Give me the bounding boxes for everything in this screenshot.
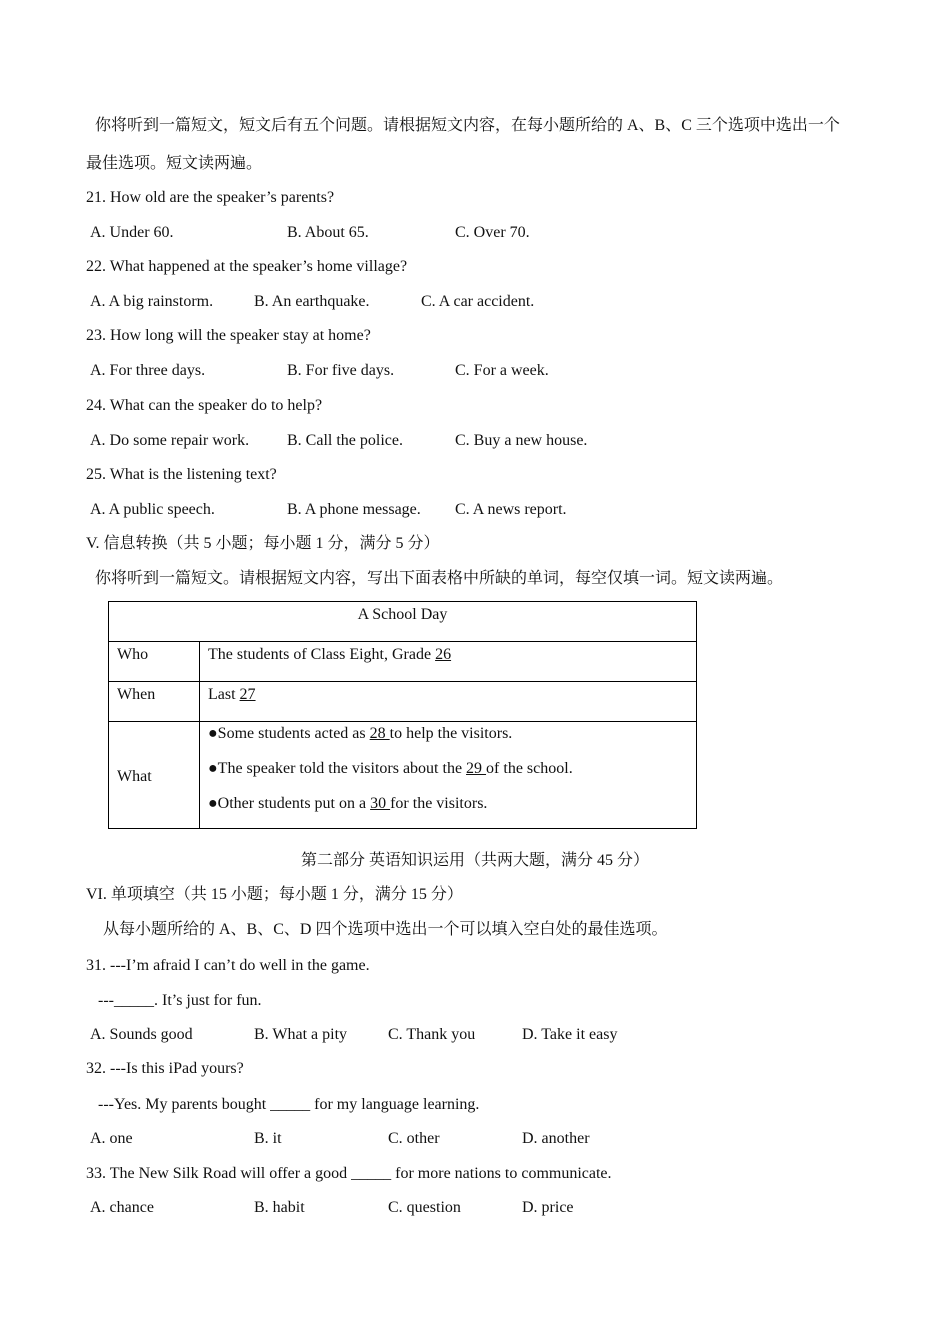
q33-option-a: A. chance [90,1199,154,1216]
blank-26: 26 [435,646,452,663]
q25-option-b: B. A phone message. [287,501,421,518]
section-6-title: VI. 单项填空（共 15 小题；每小题 1 分，满分 15 分） [86,886,463,903]
listening-instruction-line1: 你将听到一篇短文，短文后有五个问题。请根据短文内容，在每小题所给的 A、B、C 三个选项中选出一个 [95,117,840,134]
q33-option-d: D. price [522,1199,574,1216]
what-line-3 [208,794,688,822]
q33-option-c: C. question [388,1199,461,1216]
section-5-title: V. 信息转换（共 5 小题；每小题 1 分，满分 5 分） [86,535,440,552]
question-33: 33. The New Silk Road will offer a good _____ for more nations to communicate. [86,1165,612,1182]
question-32: 32. ---Is this iPad yours? [86,1060,244,1077]
who-text: The students of Class Eight, Grade [208,646,436,663]
q31-option-b: B. What a pity [254,1026,348,1043]
what-value [200,722,697,829]
q32-option-c: C. other [388,1130,440,1147]
q24-option-c: C. Buy a new house. [455,432,588,449]
what-line-1 [208,724,688,759]
section-5-instruction: 你将听到一篇短文。请根据短文内容，写出下面表格中所缺的单词，每空仅填一词。短文读两遍。 [95,570,784,587]
q31-option-d: D. Take it easy [522,1026,618,1043]
q25-option-a: A. A public speech. [90,501,215,518]
q23-option-c: C. For a week. [455,362,549,379]
q21-option-c: C. Over 70. [455,224,530,241]
q25-option-c: C. A news report. [455,501,567,518]
question-22: 22. What happened at the speaker’s home village? [86,258,408,275]
q31-option-a: A. Sounds good [90,1026,193,1043]
q32-option-d: D. another [522,1130,590,1147]
when-label: When [109,682,200,722]
question-24: 24. What can the speaker do to help? [86,397,323,414]
question-32-response: ---Yes. My parents bought _____ for my language learning. [98,1096,480,1113]
q33-option-b: B. habit [254,1199,305,1216]
blank-30: 30 [370,795,391,812]
listening-instruction-line2: 最佳选项。短文读两遍。 [86,155,263,172]
q21-option-b: B. About 65. [287,224,369,241]
q32-option-b: B. it [254,1130,282,1147]
blank-27: 27 [239,686,256,703]
question-31: 31. ---I’m afraid I can’t do well in the game. [86,957,370,974]
what-line-3-pre: ●Other students put on a [208,795,371,812]
question-31-response: ---_____. It’s just for fun. [98,992,262,1009]
what-line-2-pre: ●The speaker told the visitors about the [208,760,467,777]
blank-28: 28 [369,725,390,742]
question-23: 23. How long will the speaker stay at home? [86,327,371,344]
what-line-3-post: for the visitors. [390,795,488,812]
blank-29: 29 [466,760,487,777]
section-6-instruction: 从每小题所给的 A、B、C、D 四个选项中选出一个可以填入空白处的最佳选项。 [103,921,668,938]
what-line-1-pre: ●Some students acted as [208,725,370,742]
who-label: Who [109,642,200,682]
question-25: 25. What is the listening text? [86,466,277,483]
what-line-1-post: to help the visitors. [389,725,513,742]
info-table [108,601,697,829]
when-text: Last [208,686,240,703]
q21-option-a: A. Under 60. [90,224,174,241]
what-line-2 [208,759,688,794]
question-21: 21. How old are the speaker’s parents? [86,189,335,206]
q23-option-b: B. For five days. [287,362,395,379]
when-value [200,682,697,722]
q23-option-a: A. For three days. [90,362,206,379]
q32-option-a: A. one [90,1130,133,1147]
table-header: A School Day [109,602,697,642]
part-2-title: 第二部分 英语知识运用（共两大题，满分 45 分） [300,852,649,869]
who-value [200,642,697,682]
what-label: What [109,722,200,829]
what-line-2-post: of the school. [486,760,573,777]
q31-option-c: C. Thank you [388,1026,476,1043]
q22-option-c: C. A car accident. [421,293,535,310]
q24-option-a: A. Do some repair work. [90,432,250,449]
q24-option-b: B. Call the police. [287,432,403,449]
q22-option-b: B. An earthquake. [254,293,370,310]
q22-option-a: A. A big rainstorm. [90,293,214,310]
